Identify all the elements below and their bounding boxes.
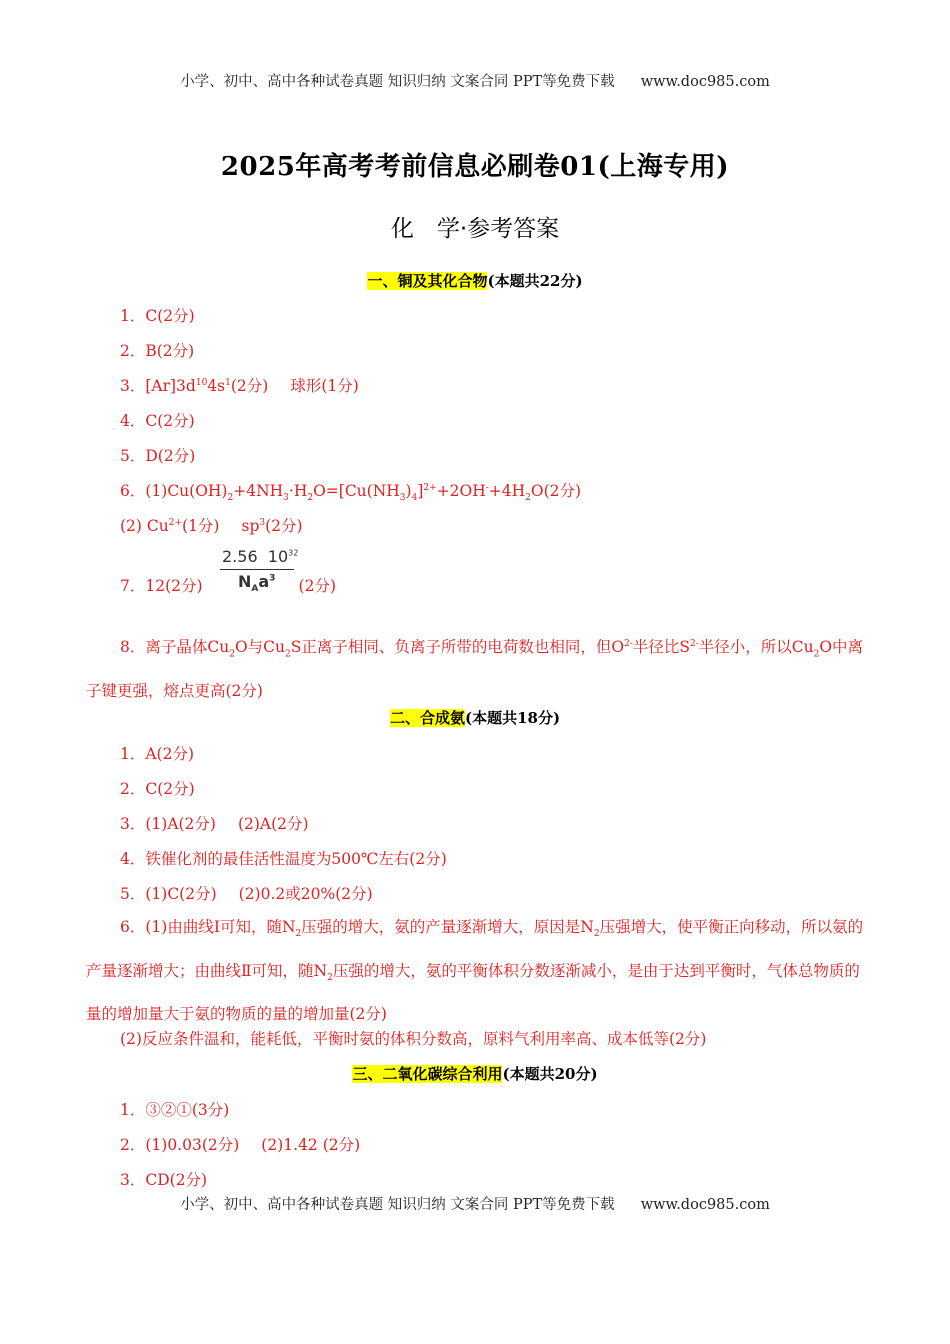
text: (1分) (182, 517, 220, 535)
subscript: 2 (295, 929, 302, 940)
page-header (0, 70, 950, 91)
text: sp (241, 517, 260, 535)
formula-denominator (238, 572, 275, 594)
text: O=[Cu(NH (313, 482, 400, 500)
answer-2-6 (86, 909, 866, 1033)
answer-2-1: 1．A(2分) (120, 745, 195, 763)
text: O中离子键更强，熔点更高(2分) (86, 638, 864, 700)
section-heading-ammonia (0, 707, 950, 728)
answer-3-3: 3．CD(2分) (120, 1171, 208, 1189)
subscript: 3 (283, 493, 289, 504)
text: 4s (207, 377, 226, 395)
section-highlight: 二、合成氨 (389, 709, 465, 727)
text: N (238, 572, 252, 591)
text: 8．离子晶体Cu (120, 638, 230, 657)
text: ·H (288, 482, 308, 500)
text: 7．12(2分) (120, 577, 203, 595)
superscript: 3 (259, 517, 266, 528)
section-score: (本题共20分) (502, 1065, 598, 1083)
text: 压强的增大，氨的产量逐渐增大，原因是N (301, 918, 594, 936)
section-score: (本题共18分) (464, 709, 561, 727)
header-url[interactable]: www.doc985.com (640, 74, 770, 90)
answer-1-1: 1．C(2分) (120, 307, 195, 325)
superscript: 2- (624, 639, 633, 649)
answer-3-2 (120, 1133, 360, 1155)
text: S正离子相同、负离子所带的电荷数也相同，但O (290, 638, 625, 657)
answer-2-4: 4．铁催化剂的最佳活性温度为500℃左右(2分) (120, 850, 447, 868)
text: 压强的增大，氨的平衡体积分数逐渐减小，是由于达到平衡时，气体总物质的量的增加量大于氨的物质的量的增加量(2分) (86, 961, 860, 1024)
answer-1-4: 4．C(2分) (120, 412, 195, 430)
text: O与Cu (234, 638, 286, 657)
text: (2分) (298, 577, 337, 595)
superscript: 3 (269, 573, 276, 584)
superscript: - (485, 482, 489, 493)
answer-2-3 (120, 812, 309, 834)
answer-2-5 (120, 882, 373, 904)
text: 3．[Ar]3d (120, 377, 196, 395)
text: +4NH (233, 482, 284, 500)
page-footer (0, 1193, 950, 1214)
text: (2)A(2分) (237, 815, 309, 833)
page-title: 2025年高考考前信息必刷卷01(上海专用) (220, 152, 730, 182)
text: 5．(1)C(2分) (120, 885, 217, 903)
subscript: 2 (285, 649, 291, 660)
header-text: 小学、初中、高中各种试卷真题 知识归纳 文案合同 PPT等免费下载 (180, 74, 615, 90)
answer-1-6-part2 (120, 514, 303, 536)
text: (2分) (230, 377, 269, 395)
text: 6．(1)由曲线Ⅰ可知，随N (120, 918, 296, 936)
answer-2-2: 2．C(2分) (120, 780, 195, 798)
answer-1-6 (120, 479, 581, 503)
text: (2)0.2或20%(2分) (238, 885, 373, 903)
page-subtitle: 化 学·参考答案 (390, 216, 560, 242)
section-score: (本题共22分) (487, 272, 583, 290)
text: 2.56 (222, 547, 258, 566)
superscript: 1 (225, 377, 231, 388)
text: 压强增大，使平衡正向移动，所以氨的产量逐渐增大；由曲线Ⅱ可知，随N (86, 918, 864, 980)
text: 2．(1)0.03(2分) (120, 1136, 240, 1154)
text: ] (417, 482, 424, 500)
text: +2OH (436, 482, 486, 500)
superscript: 32 (288, 548, 299, 558)
superscript: 10 (195, 377, 208, 388)
text: (2) Cu (120, 517, 169, 535)
text: 6．(1)Cu(OH) (120, 482, 228, 500)
fraction-bar (220, 569, 294, 570)
text: a (258, 572, 270, 591)
section-highlight: 三、二氧化碳综合利用 (352, 1065, 503, 1083)
text: (2)1.42 (2分) (261, 1136, 361, 1154)
density-formula-image (220, 545, 299, 595)
text: +4H (488, 482, 526, 500)
answer-1-3 (120, 374, 359, 396)
text: 半径比S (632, 638, 690, 657)
text: 3．(1)A(2分) (120, 815, 216, 833)
text: ) (405, 482, 412, 500)
subscript: 2 (227, 493, 234, 504)
subscript: 4 (411, 493, 418, 504)
section-highlight: 一、铜及其化合物 (367, 272, 488, 290)
answer-1-8 (86, 626, 866, 709)
subscript: 2 (327, 972, 333, 983)
text: 半径小，所以Cu (698, 638, 814, 657)
section-heading-copper (0, 270, 950, 291)
text: (2分) (265, 517, 303, 535)
subscript: 3 (399, 493, 406, 504)
answer-3-1: 1．③②①(3分) (120, 1101, 230, 1119)
text: 球形(1分) (290, 377, 359, 395)
subscript: 2 (813, 649, 820, 660)
formula-numerator (222, 547, 298, 566)
footer-url[interactable]: www.doc985.com (640, 1197, 770, 1213)
footer-text: 小学、初中、高中各种试卷真题 知识归纳 文案合同 PPT等免费下载 (180, 1197, 615, 1213)
superscript: 2+ (168, 517, 183, 528)
text: O(2分) (530, 482, 582, 500)
subscript: 2 (229, 649, 235, 660)
answer-1-5: 5．D(2分) (120, 447, 196, 465)
subscript: 2 (593, 929, 600, 940)
superscript: 2- (689, 639, 699, 649)
answer-1-2: 2．B(2分) (120, 342, 195, 360)
subscript: 2 (525, 493, 531, 504)
subscript: A (251, 584, 259, 595)
section-heading-co2 (0, 1063, 950, 1084)
answer-2-6-part2: (2)反应条件温和，能耗低，平衡时氨的体积分数高，原料气利用率高、成本低等(2分) (120, 1030, 707, 1048)
superscript: 2+ (423, 482, 437, 493)
text: 10 (267, 547, 289, 566)
subscript: 2 (307, 493, 314, 504)
